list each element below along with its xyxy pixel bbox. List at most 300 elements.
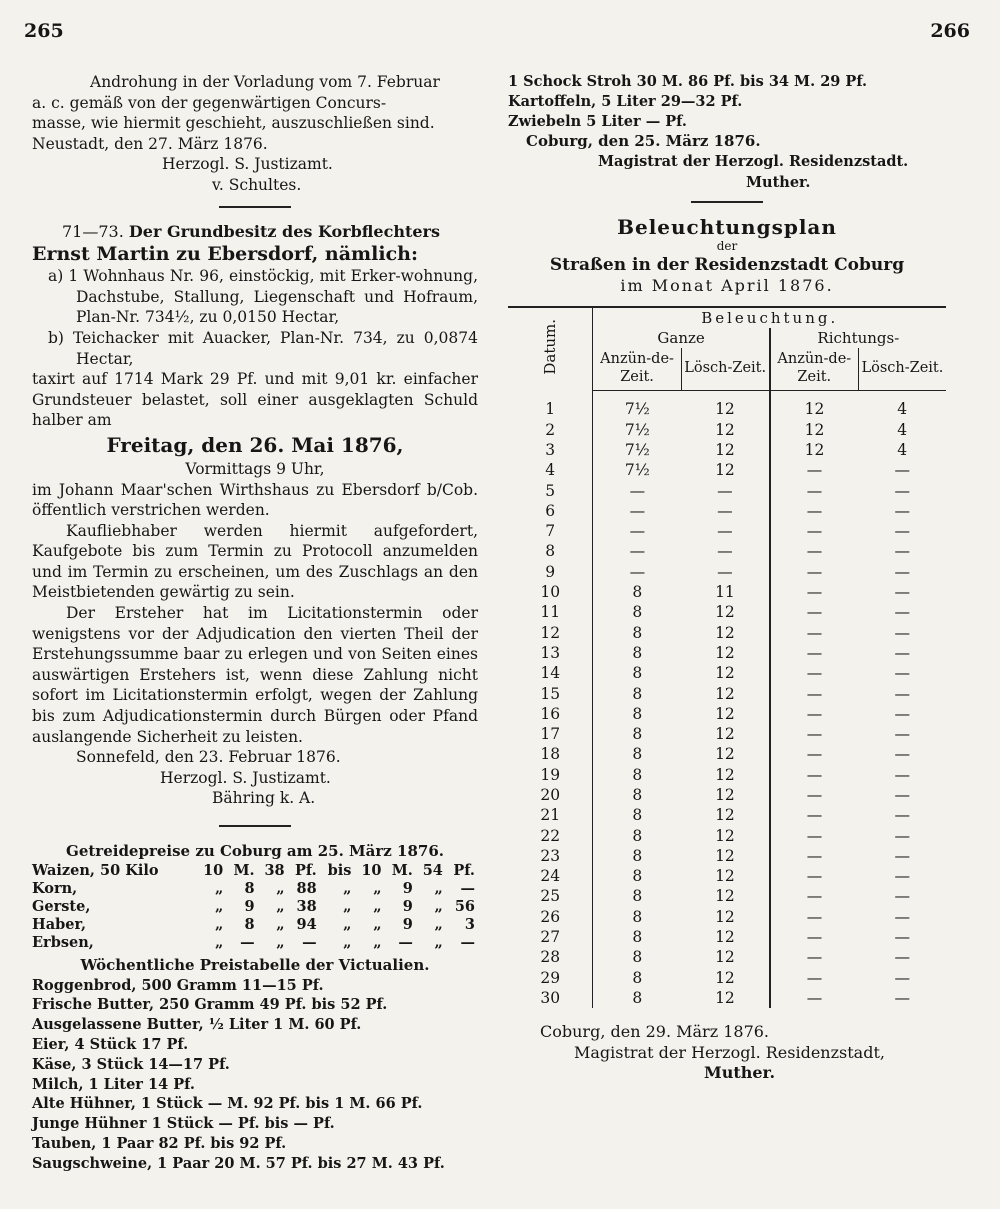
grain-prices xyxy=(32,841,478,952)
schedule-row xyxy=(508,744,946,764)
grain-cell: Pf. xyxy=(294,861,317,879)
schedule-row xyxy=(508,785,946,805)
grain-cell: „ xyxy=(276,915,285,933)
schedule-date: 30 xyxy=(508,988,593,1008)
header-anzuendezeit: Anzün-de-Zeit. xyxy=(593,348,681,391)
grain-cell: „ xyxy=(373,897,382,915)
schedule-time: — xyxy=(770,643,859,663)
grain-cell: „ xyxy=(214,897,224,915)
schedule-time: 12 xyxy=(715,440,735,459)
victuals-authority: Magistrat der Herzogl. Residenzstadt. xyxy=(598,152,909,170)
grain-row xyxy=(32,862,478,880)
grain-cell: „ xyxy=(214,879,224,897)
schedule-time: 8 xyxy=(632,745,643,764)
schedule-time: 8 xyxy=(632,684,643,703)
schedule-time: — xyxy=(770,562,859,582)
notice-1-authority: Herzogl. S. Justizamt. xyxy=(162,155,333,174)
schedule-date: 1 xyxy=(508,391,593,420)
schedule-time: — xyxy=(717,522,733,541)
notice-2-place-date: Sonnefeld, den 23. Februar 1876. xyxy=(76,748,341,767)
schedule-authority: Magistrat der Herzogl. Residenzstadt, xyxy=(574,1042,885,1062)
grain-cell: „ xyxy=(434,897,443,915)
schedule-time: — xyxy=(770,521,859,541)
grain-cell: „ xyxy=(214,915,224,933)
victual-line: Saugschweine, 1 Paar 20 M. 57 Pf. bis 27 M. 43 Pf. xyxy=(32,1154,445,1172)
schedule-time: 12 xyxy=(715,806,735,825)
schedule-time: — xyxy=(717,562,733,581)
schedule-row xyxy=(508,582,946,602)
grain-cell: 54 xyxy=(422,861,443,879)
schedule-time: 12 xyxy=(715,400,735,419)
schedule-row xyxy=(508,907,946,927)
schedule-time: 8 xyxy=(632,887,643,906)
notice-2-body: taxirt auf 1714 Mark 29 Pf. und mit 9,01 kr. einfacher Grundsteuer belastet, soll einer ausgeklagten Schuld halber am xyxy=(32,370,478,430)
schedule-time: — xyxy=(770,765,859,785)
grain-cell: „ xyxy=(343,879,352,897)
notice-2-number: 71—73. xyxy=(62,221,124,241)
grain-cell: „ xyxy=(373,915,382,933)
page-number-right: 266 xyxy=(930,20,970,42)
schedule-time: 12 xyxy=(715,907,735,926)
grain-cell: „ xyxy=(434,933,443,951)
schedule-title: Beleuchtungsplan xyxy=(617,215,837,240)
schedule-date: 2 xyxy=(508,420,593,440)
schedule-time: 12 xyxy=(715,928,735,947)
notice-1-line: masse, wie hiermit geschieht, auszuschließen sind. xyxy=(32,114,435,133)
schedule-date: 4 xyxy=(508,460,593,480)
schedule-row xyxy=(508,724,946,744)
schedule-time: — xyxy=(894,481,910,500)
schedule-time: 12 xyxy=(715,420,735,439)
schedule-subtitle: Straßen in der Residenzstadt Coburg xyxy=(549,254,905,275)
grain-cell: Korn, xyxy=(32,879,78,897)
grain-cell: — xyxy=(302,933,317,951)
schedule-time: 4 xyxy=(897,420,908,439)
schedule-time: — xyxy=(629,481,646,500)
grain-cell: „ xyxy=(434,915,443,933)
schedule-time: — xyxy=(894,461,910,480)
schedule-date: 9 xyxy=(508,562,593,582)
schedule-time: 8 xyxy=(632,968,643,987)
schedule-time: 12 xyxy=(715,846,735,865)
schedule-time: 12 xyxy=(715,887,735,906)
schedule-time: — xyxy=(894,765,910,784)
schedule-time: 12 xyxy=(715,603,735,622)
grain-row xyxy=(32,916,478,934)
grain-cell: 88 xyxy=(296,879,317,897)
schedule-row xyxy=(508,440,946,460)
notice-2-date: Freitag, den 26. Mai 1876, xyxy=(106,432,404,457)
schedule-time: 12 xyxy=(715,948,735,967)
schedule-time: 8 xyxy=(632,867,643,886)
notice-2-signer: Bähring k. A. xyxy=(212,789,316,808)
notice-1-line: Neustadt, den 27. März 1876. xyxy=(32,134,268,153)
grain-cell: — xyxy=(398,933,413,951)
schedule-time: — xyxy=(770,846,859,866)
notice-2-heading: Der Grundbesitz des Korbflechters xyxy=(128,221,440,241)
schedule-row xyxy=(508,704,946,724)
schedule-time: 8 xyxy=(632,948,643,967)
schedule-time: 8 xyxy=(632,643,643,662)
schedule-time: — xyxy=(770,907,859,927)
schedule-time: — xyxy=(894,684,910,703)
schedule-time: — xyxy=(629,562,646,581)
schedule-time: — xyxy=(770,968,859,988)
schedule-row xyxy=(508,663,946,683)
schedule-time: — xyxy=(770,663,859,683)
schedule-footer xyxy=(508,1022,946,1084)
schedule-row xyxy=(508,541,946,561)
notice-2 xyxy=(32,222,478,809)
divider xyxy=(219,825,291,827)
grain-cell: 8 xyxy=(244,879,255,897)
schedule-time: 12 xyxy=(715,461,735,480)
schedule-date: 28 xyxy=(508,947,593,967)
schedule-time: 12 xyxy=(715,786,735,804)
schedule-time: — xyxy=(770,481,859,501)
schedule-date: 21 xyxy=(508,805,593,825)
schedule-time: 12 xyxy=(770,440,859,460)
grain-row xyxy=(32,898,478,916)
victuals-title: Wöchentliche Preistabelle der Victualien. xyxy=(80,955,430,974)
schedule-time: 4 xyxy=(897,400,908,419)
schedule-row xyxy=(508,501,946,521)
grain-cell: „ xyxy=(276,879,285,897)
header-datum: Datum. xyxy=(508,307,593,391)
schedule-row xyxy=(508,481,946,501)
schedule-time: — xyxy=(894,786,910,804)
schedule-date: 19 xyxy=(508,765,593,785)
schedule-time: — xyxy=(894,846,910,865)
victual-line: 1 Schock Stroh 30 M. 86 Pf. bis 34 M. 29 Pf. xyxy=(508,73,868,90)
schedule-row xyxy=(508,866,946,886)
schedule-date: 7 xyxy=(508,521,593,541)
schedule-time: 8 xyxy=(632,725,643,744)
schedule-time: — xyxy=(894,928,910,947)
schedule-date: 5 xyxy=(508,481,593,501)
grain-row xyxy=(32,880,478,898)
schedule-time: 4 xyxy=(897,440,908,459)
schedule-row xyxy=(508,602,946,622)
left-column xyxy=(32,72,478,1174)
schedule-time: 8 xyxy=(632,664,643,683)
schedule-row xyxy=(508,420,946,440)
grain-cell: „ xyxy=(343,897,352,915)
grain-prices-title: Getreidepreise zu Coburg am 25. März 1876. xyxy=(66,842,444,860)
grain-cell: „ xyxy=(276,897,285,915)
grain-cell: „ xyxy=(343,915,352,933)
victual-line: Eier, 4 Stück 17 Pf. xyxy=(32,1035,189,1053)
header-loeschzeit: Lösch-Zeit. xyxy=(858,348,946,391)
schedule-time: — xyxy=(629,501,646,520)
schedule-date: 12 xyxy=(508,623,593,643)
grain-cell: „ xyxy=(276,933,285,951)
header-loeschzeit: Lösch-Zeit. xyxy=(681,348,770,391)
victual-line: Frische Butter, 250 Gramm 49 Pf. bis 52 Pf. xyxy=(32,996,388,1014)
schedule-time: — xyxy=(717,501,733,520)
schedule-time: — xyxy=(770,886,859,906)
schedule-date: 17 xyxy=(508,724,593,744)
schedule-time: 7½ xyxy=(624,461,650,480)
schedule-table xyxy=(508,306,946,1008)
schedule-time: 12 xyxy=(715,643,735,662)
schedule-date: 16 xyxy=(508,704,593,724)
schedule-time: — xyxy=(770,623,859,643)
header-beleuchtung: Beleuchtung. xyxy=(701,309,839,328)
grain-cell: 9 xyxy=(402,897,413,915)
grain-cell: „ xyxy=(214,933,224,951)
schedule-time: — xyxy=(770,460,859,480)
schedule-time: 8 xyxy=(632,988,643,1007)
schedule-date: 25 xyxy=(508,886,593,906)
schedule-time: — xyxy=(770,947,859,967)
grain-cell: — xyxy=(460,933,475,951)
schedule-time: — xyxy=(770,602,859,622)
schedule-date: 13 xyxy=(508,643,593,663)
schedule-time: — xyxy=(770,501,859,521)
grain-cell: „ xyxy=(373,879,382,897)
schedule-row xyxy=(508,846,946,866)
schedule-time: — xyxy=(770,684,859,704)
schedule-time: 12 xyxy=(770,420,859,440)
header-anzuendezeit: Anzün-de-Zeit. xyxy=(770,348,859,391)
schedule-time: 8 xyxy=(632,826,643,845)
schedule-time: 7½ xyxy=(624,420,650,439)
schedule-time: — xyxy=(770,826,859,846)
schedule-row xyxy=(508,460,946,480)
schedule-date: 10 xyxy=(508,582,593,602)
victual-line: Ausgelassene Butter, ½ Liter 1 M. 60 Pf. xyxy=(32,1016,362,1034)
schedule-time: — xyxy=(629,522,646,541)
notice-2-time: Vormittags 9 Uhr, xyxy=(185,459,325,478)
schedule-time: — xyxy=(894,704,910,723)
grain-cell: Waizen, 50 Kilo xyxy=(32,861,159,879)
schedule-time: — xyxy=(894,907,910,926)
schedule-date: 22 xyxy=(508,826,593,846)
grain-row xyxy=(32,934,478,952)
grain-cell: M. xyxy=(391,861,413,879)
notice-2-authority: Herzogl. S. Justizamt. xyxy=(160,768,331,787)
victuals-continued xyxy=(508,72,946,193)
grain-cell: 10 xyxy=(361,861,382,879)
schedule-time: — xyxy=(894,643,910,662)
schedule-time: — xyxy=(894,664,910,683)
schedule-time: 8 xyxy=(632,806,643,825)
schedule-time: 12 xyxy=(715,745,735,764)
victual-line: Junge Hühner 1 Stück — Pf. bis — Pf. xyxy=(32,1115,335,1133)
victual-line: Milch, 1 Liter 14 Pf. xyxy=(32,1075,195,1093)
schedule-time: 8 xyxy=(632,583,643,602)
victuals-place-date: Coburg, den 25. März 1876. xyxy=(526,132,761,151)
schedule-date: 3 xyxy=(508,440,593,460)
schedule-row xyxy=(508,562,946,582)
schedule-time: — xyxy=(894,542,910,561)
page-number-left: 265 xyxy=(24,20,64,42)
schedule-time: — xyxy=(894,887,910,906)
schedule-date: 11 xyxy=(508,602,593,622)
schedule-time: — xyxy=(717,542,733,561)
notice-1 xyxy=(32,72,478,196)
schedule-time: — xyxy=(770,866,859,886)
grain-cell: 10 xyxy=(203,861,224,879)
schedule-time: 7½ xyxy=(624,440,650,459)
schedule-time: 8 xyxy=(632,765,643,784)
schedule-date: 18 xyxy=(508,744,593,764)
schedule-time: 8 xyxy=(632,846,643,865)
schedule-time: 12 xyxy=(715,765,735,784)
schedule-time: — xyxy=(629,542,646,561)
schedule-time: — xyxy=(894,623,910,642)
schedule-time: — xyxy=(894,806,910,825)
grain-cell: „ xyxy=(343,933,352,951)
grain-cell: Gerste, xyxy=(32,897,91,915)
schedule-time: — xyxy=(894,826,910,845)
grain-cell: 56 xyxy=(454,897,475,915)
schedule-time: 12 xyxy=(715,664,735,683)
schedule-row xyxy=(508,805,946,825)
right-column xyxy=(508,72,946,1084)
grain-cell: 9 xyxy=(402,879,413,897)
header-ganze: Ganze xyxy=(657,329,705,348)
grain-cell: 9 xyxy=(244,897,255,915)
schedule-time: — xyxy=(894,603,910,622)
schedule-row xyxy=(508,988,946,1008)
grain-cell: 9 xyxy=(402,915,413,933)
schedule-signer: Muther. xyxy=(704,1063,776,1083)
victual-line: Kartoffeln, 5 Liter 29—32 Pf. xyxy=(508,92,743,110)
schedule-time: — xyxy=(894,562,910,581)
schedule-time: 8 xyxy=(632,928,643,947)
schedule-time: 12 xyxy=(715,623,735,642)
grain-cell: „ xyxy=(434,879,443,897)
notice-2-owner: Ernst Martin zu Ebersdorf, nämlich: xyxy=(32,243,418,266)
schedule-time: — xyxy=(770,704,859,724)
schedule-place-date: Coburg, den 29. März 1876. xyxy=(540,1022,770,1042)
grain-cell: „ xyxy=(373,933,382,951)
grain-cell: Haber, xyxy=(32,915,87,933)
notice-2-paragraph: Der Ersteher hat im Licitationstermin oder wenigstens vor der Adjudication den vierten Theil der Erstehungssumme baar zu erlegen und von Seiten eines auswärtigen Erstehers ist, wenn diese Zahlung nicht sofort im Licitationstermin erfolgt, wegen der Zahlung bis zum Adjudicationstermin durch Bürgen oder Pfand auslangende Sicherheit zu leisten. xyxy=(32,604,478,746)
grain-cell: — xyxy=(460,879,475,897)
notice-2-body: im Johann Maar'schen Wirthshaus zu Ebersdorf b/Cob. öffentlich verstrichen werden. xyxy=(32,480,478,520)
schedule-time: — xyxy=(770,988,859,1008)
schedule-row xyxy=(508,826,946,846)
grain-cell: 38 xyxy=(264,861,285,879)
schedule-date: 15 xyxy=(508,684,593,704)
notice-2-item-a: a) 1 Wohnhaus Nr. 96, einstöckig, mit Erker-wohnung, Dachstube, Stallung, Liegenschaft und Hofraum, Plan-Nr. 734½, zu 0,0150 Hectar, xyxy=(48,267,478,327)
header-richtungs: Richtungs- xyxy=(770,328,946,348)
schedule-time: 12 xyxy=(715,988,735,1007)
schedule-time: 12 xyxy=(715,725,735,744)
schedule-date: 6 xyxy=(508,501,593,521)
schedule-date: 8 xyxy=(508,541,593,561)
schedule-time: 8 xyxy=(632,623,643,642)
schedule-time: — xyxy=(770,724,859,744)
lighting-schedule xyxy=(508,217,946,1008)
notice-1-line: a. c. gemäß von der gegenwärtigen Concurs- xyxy=(32,93,387,112)
victual-line: Roggenbrod, 500 Gramm 11—15 Pf. xyxy=(32,976,324,994)
schedule-time: 8 xyxy=(632,603,643,622)
schedule-time: — xyxy=(894,501,910,520)
schedule-time: — xyxy=(894,745,910,764)
schedule-time: — xyxy=(770,805,859,825)
grain-cell: Erbsen, xyxy=(32,933,94,951)
schedule-time: — xyxy=(894,948,910,967)
schedule-date: 24 xyxy=(508,866,593,886)
schedule-time: — xyxy=(770,927,859,947)
victual-line: Alte Hühner, 1 Stück — M. 92 Pf. bis 1 M. 66 Pf. xyxy=(32,1095,423,1113)
schedule-time: — xyxy=(894,725,910,744)
schedule-row xyxy=(508,765,946,785)
schedule-subtitle: der xyxy=(716,238,738,253)
schedule-time: — xyxy=(894,988,910,1007)
schedule-time: 12 xyxy=(715,684,735,703)
schedule-row xyxy=(508,643,946,663)
notice-2-item-b: b) Teichacker mit Auacker, Plan-Nr. 734, zu 0,0874 Hectar, xyxy=(48,328,478,368)
schedule-subtitle: im Monat April 1876. xyxy=(620,275,834,295)
schedule-time: — xyxy=(770,744,859,764)
schedule-date: 26 xyxy=(508,907,593,927)
schedule-date: 23 xyxy=(508,846,593,866)
divider xyxy=(691,201,763,203)
schedule-time: — xyxy=(894,867,910,886)
schedule-time: — xyxy=(770,541,859,561)
grain-prices-table xyxy=(32,862,478,952)
grain-cell: 94 xyxy=(296,915,317,933)
schedule-time: — xyxy=(770,582,859,602)
schedule-time: 11 xyxy=(715,583,735,602)
schedule-time: — xyxy=(894,522,910,541)
schedule-time: 12 xyxy=(715,867,735,886)
schedule-time: 8 xyxy=(632,704,643,723)
schedule-date: 27 xyxy=(508,927,593,947)
grain-cell: — xyxy=(240,933,255,951)
schedule-row xyxy=(508,391,946,420)
victual-line: Käse, 3 Stück 14—17 Pf. xyxy=(32,1055,230,1073)
grain-cell: 8 xyxy=(244,915,255,933)
schedule-row xyxy=(508,521,946,541)
divider xyxy=(219,206,291,208)
schedule-time: 12 xyxy=(715,704,735,723)
victual-line: Zwiebeln 5 Liter — Pf. xyxy=(508,112,687,130)
schedule-date: 29 xyxy=(508,968,593,988)
victual-line: Tauben, 1 Paar 82 Pf. bis 92 Pf. xyxy=(32,1134,287,1152)
grain-cell: 38 xyxy=(296,897,317,915)
schedule-time: — xyxy=(770,785,859,805)
victuals-signer: Muther. xyxy=(746,173,811,191)
grain-cell: bis xyxy=(327,861,352,879)
schedule-time: 8 xyxy=(632,786,643,804)
schedule-time: 12 xyxy=(770,391,859,420)
schedule-row xyxy=(508,927,946,947)
schedule-row xyxy=(508,623,946,643)
schedule-row xyxy=(508,684,946,704)
grain-cell: M. xyxy=(233,861,255,879)
grain-cell: Pf. xyxy=(453,861,475,879)
victuals xyxy=(32,954,478,1174)
schedule-time: 12 xyxy=(715,826,735,845)
schedule-row xyxy=(508,886,946,906)
schedule-time: 12 xyxy=(715,968,735,987)
notice-2-paragraph: Kaufliebhaber werden hiermit aufgefordert, Kaufgebote bis zum Termin zu Protocoll anzumelden und im Termin zu erscheinen, um des Zuschlags an den Meistbietenden gewärtig zu sein. xyxy=(32,521,478,602)
schedule-time: 8 xyxy=(632,907,643,926)
grain-cell: 3 xyxy=(464,915,475,933)
notice-1-signer: v. Schultes. xyxy=(212,175,302,194)
schedule-time: 7½ xyxy=(624,400,650,419)
schedule-time: — xyxy=(717,481,733,500)
schedule-time: — xyxy=(894,968,910,987)
schedule-date: 14 xyxy=(508,663,593,683)
schedule-row xyxy=(508,947,946,967)
